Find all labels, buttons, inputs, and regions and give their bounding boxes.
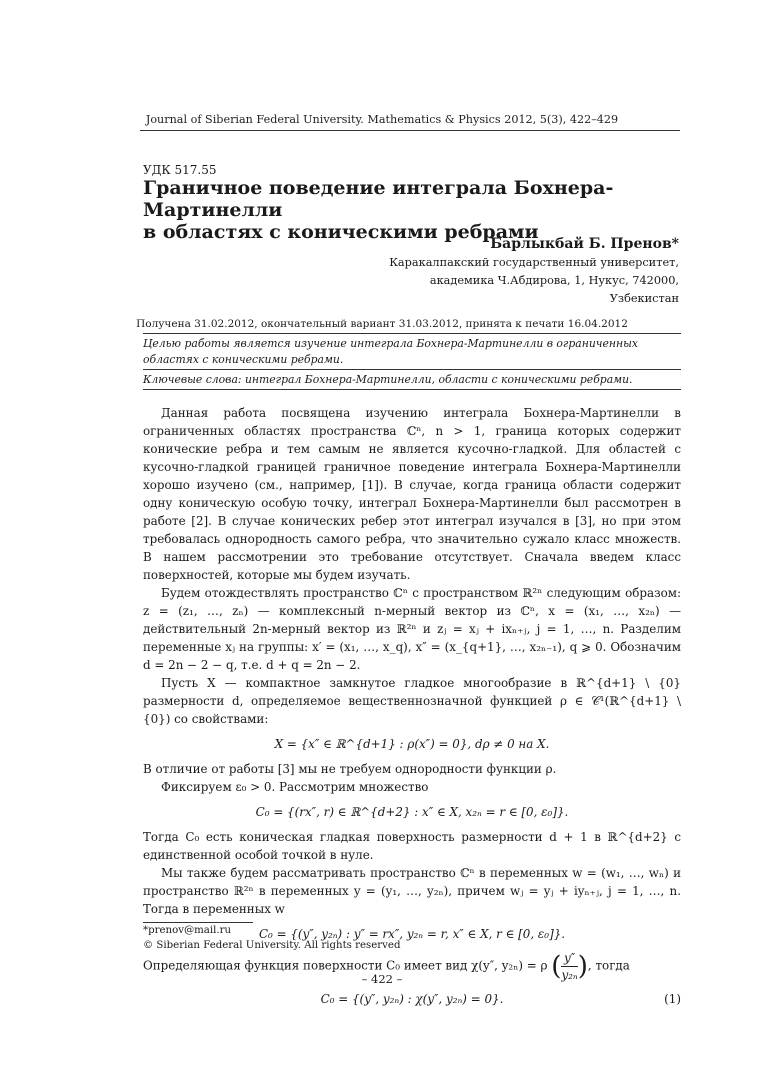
- footnote-rule: [143, 922, 253, 923]
- keywords-bottom-rule: [143, 389, 681, 390]
- formula-c0-in-y: C₀ = {(y″, y₂ₙ) : y″ = rx″, y₂ₙ = r, x″ ∈ X, r ∈ [0, ε₀]}.: [258, 927, 566, 941]
- udc-code: УДК 517.55: [143, 163, 217, 177]
- right-paren: ): [577, 951, 588, 982]
- affiliation-line-3: Узбекистан: [609, 292, 679, 305]
- header-rule: [140, 130, 680, 131]
- equation-number: (1): [664, 992, 681, 1006]
- left-paren: (: [551, 951, 562, 982]
- formula-1-body: C₀ = {(y″, y₂ₙ) : χ(y″, y₂ₙ) = 0}.: [320, 992, 504, 1006]
- paragraph-manifold: Пусть X — компактное замкнутое гладкое многообразие в ℝ^{d+1} \ {0} размерности d, определяемое вещественнозначной функцией ρ ∈ 𝒞¹(ℝ^{d+1} \ {0}) со свойствами:: [143, 676, 681, 726]
- defining-function-tail: , тогда: [587, 958, 630, 973]
- paragraph-notation: Будем отождествлять пространство ℂⁿ с пространством ℝ²ⁿ следующим образом: z = (z₁, …, zₙ) — комплексный n-мерный вектор из ℂⁿ, x = (x₁, …, x₂ₙ) — действительный 2n-мерный вектор из ℝ²ⁿ и zⱼ = xⱼ + ixₙ₊ⱼ, j = 1, …, n. Разделим переменные xⱼ на группы: x′ = (x₁, …, x_q), x″ = (x_{q+1}, …, x₂ₙ₋₁), q ⩾ 0. Обозначим d = 2n − 2 − q, т.е. d + q = 2n − 2.: [143, 586, 681, 672]
- defining-function-text: Определяющая функция поверхности C₀ имеет вид χ(y″, y₂ₙ) = ρ: [143, 958, 548, 973]
- affiliation: [389, 254, 679, 308]
- main-text: [143, 404, 681, 1015]
- paragraph-homogeneity: В отличие от работы [3] мы не требуем однородности функции ρ.: [143, 762, 557, 776]
- journal-header: Journal of Siberian Federal University. Mathematics & Physics 2012, 5(3), 422–429: [145, 113, 619, 126]
- paragraph-intro: Данная работа посвящена изучению интеграла Бохнера-Мартинелли в ограниченных областях пространства ℂⁿ, n > 1, граница которых содержит конические ребра и тем самым не является кусочно-гладкой. Для областей с кусочно-гладкой границей граничное поведение интеграла Бохнера-Мартинелли хорошо изучено (см., например, [1]). В случае, когда граница области содержит одну коническую особую точку, интеграл Бохнера-Мартинелли был рассмотрен в работе [2]. В случае конических ребер этот интеграл изучался в [3], но при этом требовалась однородность самого ребра, что значительно сужало класс множеств. В нашем рассмотрении это требование отсутствует. Сначала введем класс поверхностей, которые мы будем изучать.: [143, 406, 681, 582]
- title-line-1: Граничное поведение интеграла Бохнера-Мартинелли: [143, 177, 614, 221]
- formula-x-definition: X = {x″ ∈ ℝ^{d+1} : ρ(x″) = 0}, dρ ≠ 0 на X.: [274, 737, 550, 751]
- formula-1: [143, 990, 681, 1008]
- title-line-2: в областях с коническими ребрами: [143, 221, 539, 243]
- affiliation-line-1: Каракалпакский государственный университет,: [389, 256, 679, 269]
- fraction-denominator: y₂ₙ: [561, 968, 578, 982]
- footnote-email: *prenov@mail.ru: [143, 925, 232, 936]
- paragraph-variables-w: Мы также будем рассматривать пространство ℂⁿ в переменных w = (w₁, …, wₙ) и пространство ℝ²ⁿ в переменных y = (y₁, …, y₂ₙ), причем wⱼ = yⱼ + iyₙ₊ⱼ, j = 1, …, n. Тогда в переменных w: [143, 866, 681, 916]
- page-number: – 422 –: [361, 972, 403, 986]
- received-dates: Получена 31.02.2012, окончательный вариант 31.03.2012, принята к печати 16.04.2012: [136, 318, 628, 330]
- footnote-copyright: © Siberian Federal University. All rights reserved: [143, 940, 401, 951]
- keywords: Ключевые слова: интеграл Бохнера-Мартинелли, области с коническими ребрами.: [143, 373, 633, 386]
- formula-c0-set: C₀ = {(rx″, r) ∈ ℝ^{d+2} : x″ ∈ X, x₂ₙ = r ∈ [0, ε₀]}.: [255, 805, 569, 819]
- paragraph-conical-surface: Тогда C₀ есть коническая гладкая поверхность размерности d + 1 в ℝ^{d+2} с единственной особой точкой в нуле.: [143, 830, 681, 862]
- fraction-numerator: y″: [561, 950, 577, 967]
- abstract-mid-rule: [143, 369, 681, 370]
- abstract: Целью работы является изучение интеграла Бохнера-Мартинелли в ограниченных областях с коническими ребрами.: [143, 337, 639, 366]
- author-name: Барлыкбай Б. Пренов*: [490, 236, 679, 252]
- affiliation-line-2: академика Ч.Абдирова, 1, Нукус, 742000,: [429, 274, 679, 287]
- paragraph-fix-epsilon: Фиксируем ε₀ > 0. Рассмотрим множество: [161, 780, 429, 794]
- abstract-top-rule: [143, 333, 681, 334]
- paper-title: [143, 177, 703, 243]
